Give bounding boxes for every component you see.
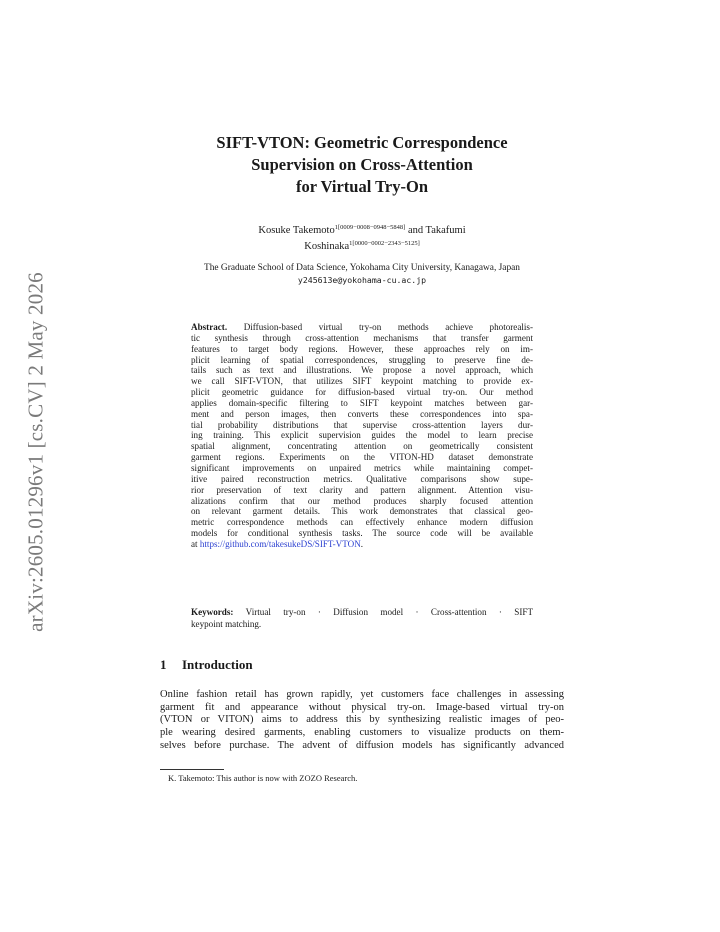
- paper-title: [160, 132, 564, 198]
- email: y245613e@yokohama-cu.ac.jp: [297, 275, 427, 285]
- abstract-line: at https://github.com/takesukeDS/SIFT-VTON.: [191, 538, 364, 549]
- abstract-line: tails such as text and illustrations. We propose a novel approach, which: [191, 365, 533, 376]
- keywords-label: Keywords:: [191, 607, 234, 617]
- abstract-line: plicit geometric guidance for diffusion-based virtual try-on. Our method: [191, 387, 533, 398]
- abstract-line: itive paired reconstruction metrics. Qualitative comparisons show supe-: [191, 473, 533, 484]
- abstract-line: we call SIFT-VTON, that utilizes SIFT keypoint matching to provide ex-: [191, 376, 533, 387]
- abstract-line: significant improvements on unpaired metrics while maintaining compet-: [191, 462, 533, 473]
- section-heading: [160, 657, 253, 673]
- abstract-line: garment regions. Experiments on the VITON-HD dataset demonstrate: [191, 452, 533, 463]
- title-line: SIFT-VTON: Geometric Correspondence: [216, 133, 508, 152]
- body-line: selves before purchase. The advent of diffusion models has significantly advanced: [160, 739, 564, 751]
- abstract: [191, 322, 533, 550]
- abstract-line: alizations confirm that our method produces sharply focused attention: [191, 495, 533, 506]
- abstract-label: Abstract.: [191, 322, 228, 332]
- footnote: K. Takemoto: This author is now with ZOZO Research.: [168, 773, 358, 783]
- keywords-line: Keywords: Virtual try-on · Diffusion model · Cross-attention · SIFT: [191, 607, 533, 617]
- author-block: [160, 221, 564, 253]
- intro-paragraph: [160, 689, 564, 753]
- abstract-line: features to target body regions. However, these approaches rely on im-: [191, 343, 533, 354]
- abstract-line: spatial alignment, concentrating attention on geometrically consistent: [191, 441, 533, 452]
- abstract-line: plicit learning of spatial correspondences, struggling to preserve fine de-: [191, 354, 533, 365]
- author-orcid: 1[0000−0002−2343−5125]: [349, 240, 420, 247]
- abstract-line: applies domain-specific filtering to SIFT keypoint matches between gar-: [191, 397, 533, 408]
- keywords: [191, 607, 533, 630]
- body-line: (VTON or VITON) aims to address this by synthesizing realistic images of peo-: [160, 714, 564, 726]
- abstract-line: ing training. This explicit supervision guides the model to learn precise: [191, 430, 533, 441]
- abstract-line: tic synthesis through cross-attention mechanisms that transfer garment: [191, 332, 533, 343]
- body-line: garment fit and appearance without physical try-on. Image-based virtual try-on: [160, 701, 564, 713]
- abstract-line: Abstract. Diffusion-based virtual try-on methods achieve photorealis-: [191, 322, 533, 332]
- footnote-rule: [160, 769, 224, 770]
- author-orcid: 1[0009−0008−0948−5848]: [334, 224, 406, 231]
- body-line: Online fashion retail has grown rapidly, yet customers face challenges in assessing: [160, 689, 564, 700]
- title-line: for Virtual Try-On: [296, 177, 428, 196]
- abstract-line: ment and person images, then converts these correspondences into spa-: [191, 408, 533, 419]
- arxiv-id: arXiv:2605.01296v1 [cs.CV] 2 May 2026: [23, 272, 48, 632]
- abstract-line: tial probability distributions that supervise cross-attention layers dur-: [191, 419, 533, 430]
- abstract-line: models for conditional synthesis tasks. The source code will be available: [191, 528, 533, 539]
- author-name: Koshinaka: [304, 241, 350, 252]
- author-conjunction: and Takafumi: [407, 225, 466, 236]
- abstract-line: on relevant garment details. This work demonstrates that classical geo-: [191, 506, 533, 517]
- abstract-line: metric correspondence methods can effectively enhance modern diffusion: [191, 517, 533, 528]
- abstract-line: rior preservation of text clarity and pattern alignment. Attention visu-: [191, 484, 533, 495]
- affiliation: The Graduate School of Data Science, Yokohama City University, Kanagawa, Japan: [204, 263, 520, 273]
- section-number: 1: [160, 657, 167, 672]
- section-title: Introduction: [182, 657, 253, 672]
- affiliation-block: [150, 262, 574, 286]
- author-name: Kosuke Takemoto: [258, 225, 335, 236]
- source-code-link[interactable]: https://github.com/takesukeDS/SIFT-VTON: [199, 538, 361, 549]
- keywords-line: keypoint matching.: [191, 618, 262, 629]
- title-line: Supervision on Cross-Attention: [251, 155, 473, 174]
- arxiv-sidebar-stamp: [16, 262, 56, 642]
- body-line: ple wearing desired garments, enabling customers to visualize products on them-: [160, 727, 564, 739]
